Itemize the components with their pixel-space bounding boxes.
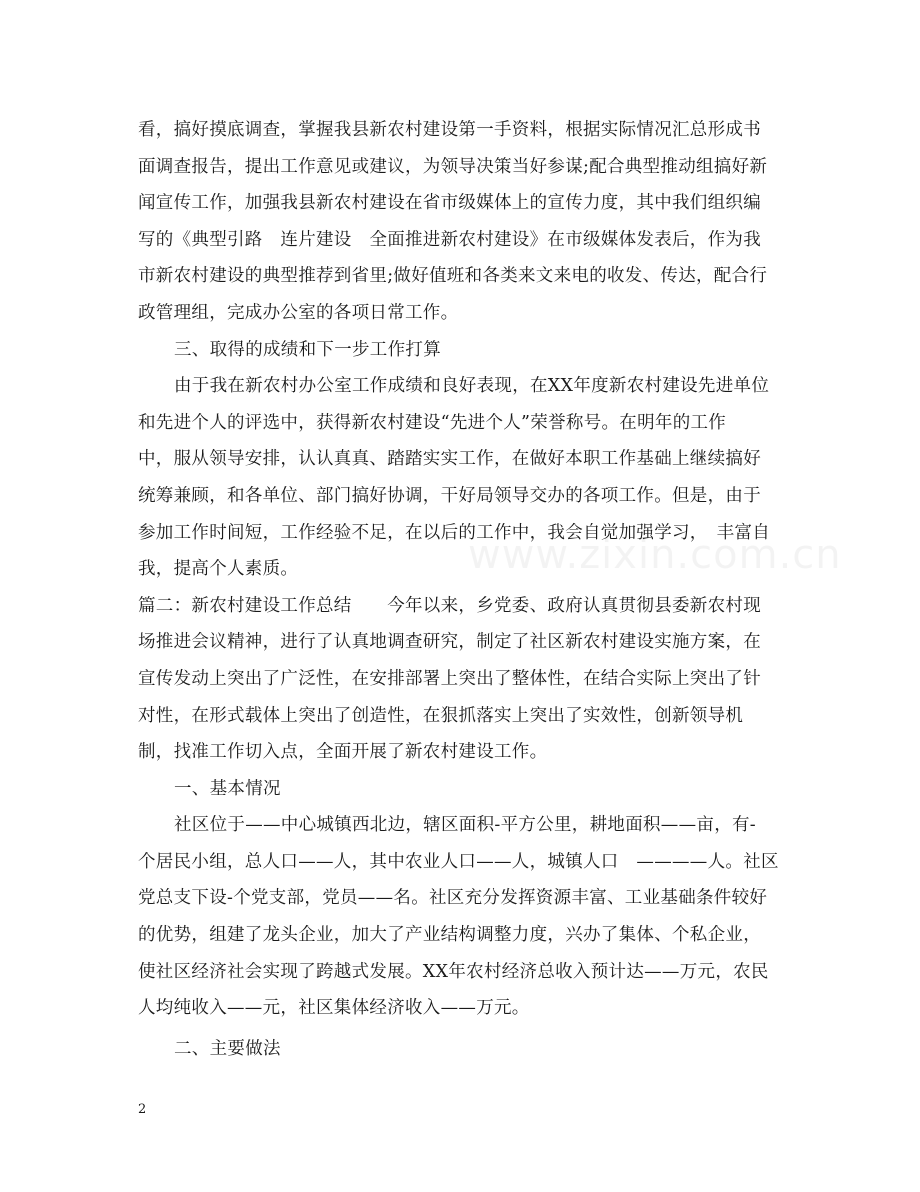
text-line: 面调查报告，提出工作意见或建议，为领导决策当好参谋;配合典型推动组搞好新 bbox=[138, 156, 768, 177]
chapter-two-line: 篇二：新农村建设工作总结 今年以来，乡党委、政府认真贯彻县委新农村现 bbox=[138, 595, 761, 616]
text-line: 社区位于——中心城镇西北边，辖区面积-平方公里，耕地面积——亩，有- bbox=[174, 815, 757, 836]
text-line: 看，搞好摸底调查，掌握我县新农村建设第一手资料，根据实际情况汇总形成书 bbox=[138, 120, 761, 140]
watermark bbox=[468, 532, 842, 578]
text-line: 写的《典型引路 连片建设 全面推进新农村建设》在市级媒体发表后，作为我 bbox=[138, 229, 761, 250]
text-line: 对性，在形式载体上突出了创造性，在狠抓落实上突出了实效性，创新领导机 bbox=[138, 705, 744, 726]
text-line: 宣传发动上突出了广泛性，在安排部署上突出了整体性，在结合实际上突出了针 bbox=[138, 668, 761, 689]
document-body bbox=[138, 112, 788, 1067]
text-line: 中，服从领导安排，认认真真、踏踏实实工作，在做好本职工作基础上继续搞好 bbox=[138, 449, 761, 470]
text-line: 参加工作时间短，工作经验不足，在以后的工作中，我会自觉加强学习， 丰富自 bbox=[138, 522, 771, 543]
text-line: 党总支下设-个党支部，党员——名。社区充分发挥资源丰富、工业基础条件较好 bbox=[138, 888, 768, 909]
text-line: 闻宣传工作，加强我县新农村建设在省市级媒体上的宣传力度，其中我们组织编 bbox=[138, 193, 761, 214]
text-line: 场推进会议精神，进行了认真地调查研究，制定了社区新农村建设实施方案，在 bbox=[138, 632, 761, 653]
text-line: 使社区经济社会实现了跨越式发展。XX年农村经济总收入预计达——万元，农民 bbox=[138, 961, 769, 982]
section-heading-achievements: 三、取得的成绩和下一步工作打算 bbox=[174, 339, 441, 360]
text-line: 政管理组，完成办公室的各项日常工作。 bbox=[138, 302, 459, 323]
text-line: 市新农村建设的典型推荐到省里;做好值班和各类来文来电的收发、传达，配合行 bbox=[138, 266, 768, 287]
text-line: 统筹兼顾，和各单位、部门搞好协调，干好局领导交办的各项工作。但是，由于 bbox=[138, 485, 761, 506]
text-line: 和先进个人的评选中，获得新农村建设“先进个人”荣誉称号。在明年的工作 bbox=[138, 412, 727, 433]
text-line: 制，找准工作切入点，全面开展了新农村建设工作。 bbox=[138, 742, 548, 763]
text-line: 由于我在新农村办公室工作成绩和良好表现，在XX年度新农村建设先进单位 bbox=[174, 376, 770, 397]
text-line: 我，提高个人素质。 bbox=[138, 559, 299, 580]
text-line: 个居民小组，总人口——人，其中农业人口——人，城镇人口 ————人。社区 bbox=[138, 851, 779, 872]
text-line: 人均纯收入——元，社区集体经济收入——万元。 bbox=[138, 998, 530, 1019]
page-number: 2 bbox=[138, 1102, 147, 1117]
section-heading-main-methods: 二、主要做法 bbox=[174, 1038, 281, 1059]
section-heading-basic-info: 一、基本情况 bbox=[174, 778, 281, 799]
text-line: 的优势，组建了龙头企业，加大了产业结构调整力度，兴办了集体、个私企业， bbox=[138, 925, 761, 946]
